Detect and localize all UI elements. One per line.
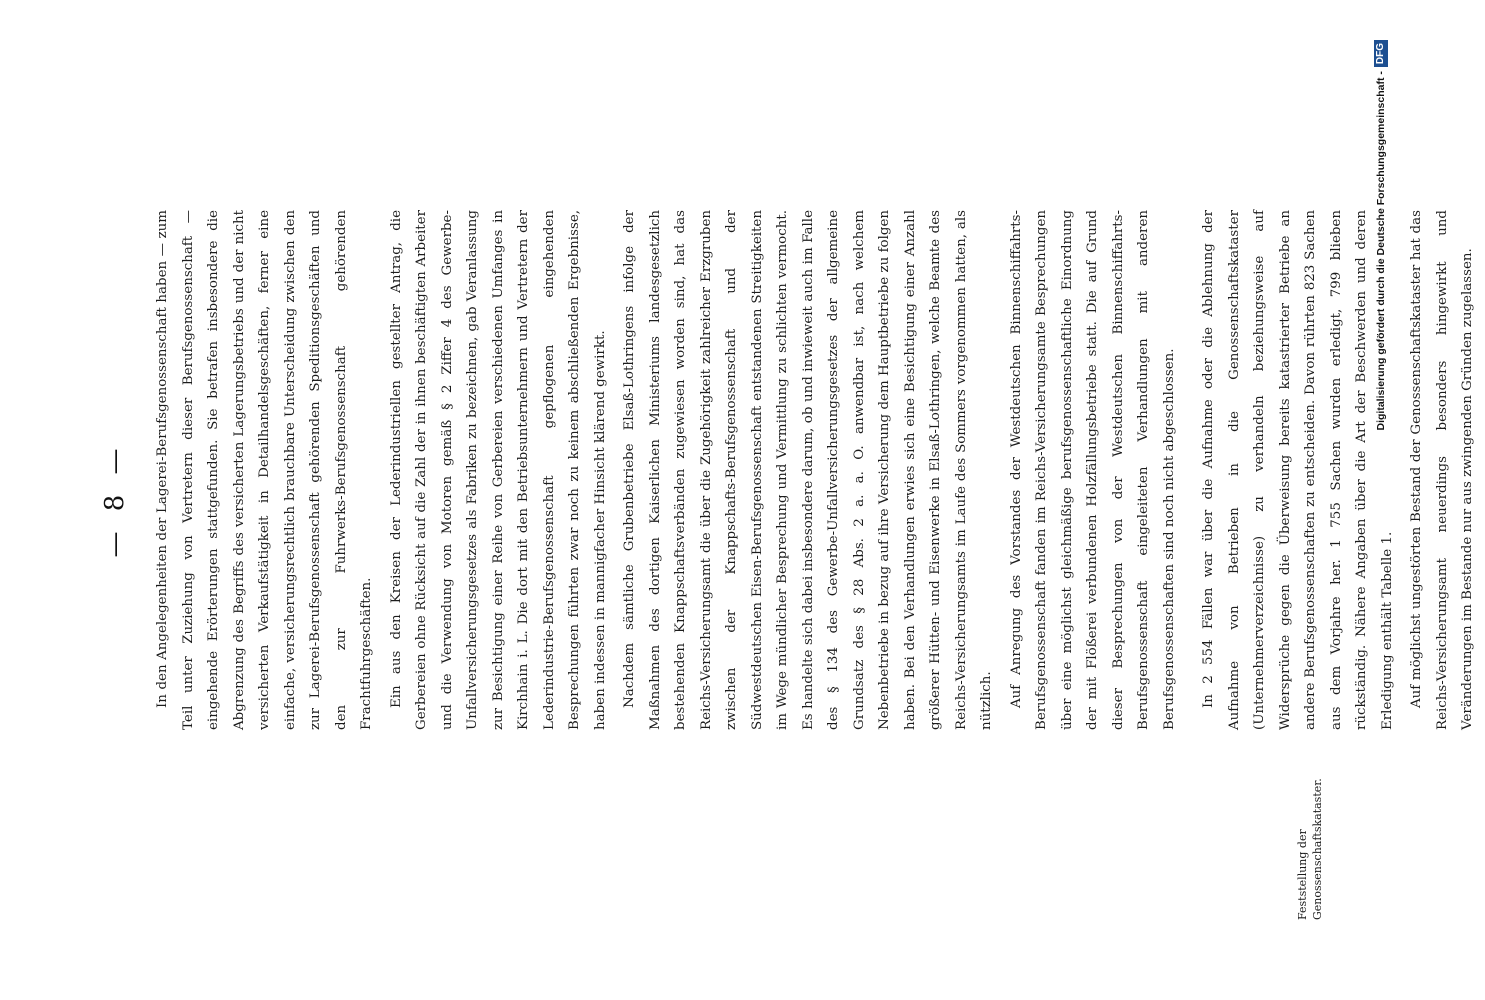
paragraph-gerbereien: Ein aus den Kreisen der Lederindustriellen gestellter Antrag, die Gerbereien ohne Rücksicht auf die Zahl der in ihnen beschäftigten Arbeiter und die Verwendung von Motoren gemäß § 2 Ziffer 4 des Gewerbe-Unfallversicherungsgesetzes als Fabriken zu bezeichnen, gab Veranlassung zur Besichtigung einer Reihe von Gerbereien verschiedenen Umfanges in Kirchhain i. L. Die dort mit den Betriebsunternehmern und Vertretern der Lederindustrie-Berufsgenossenschaft gepflogenen eingehenden Besprechungen führten zwar noch zu keinem abschließenden Ergebnisse, haben indessen in mannigfacher Hinsicht klärend gewirkt. (388, 210, 608, 730)
paragraph-bestand: Auf möglichst ungestörten Bestand der Genossenschaftskataster hat das Reichs-Versicherungsamt neuerdings besonders hingewirkt und Veränderungen im Bestande nur aus zwingenden Gründen zugelassen. (1409, 210, 1475, 730)
body-text (150, 210, 1485, 730)
margin-note: Feststellung der Genossenschaftskataster. (1296, 778, 1324, 920)
page-number: — 8 — (100, 442, 130, 558)
credit-text: Digitalisierung gefördert durch die Deutsche Forschungsgemeinschaft - (1374, 71, 1387, 431)
paragraph-kataster: In 2 554 Fällen war über die Aufnahme oder die Ablehnung der Aufnahme von Betrieben in die Genossenschaftskataster (Unternehmerverzeichnisse) zu verhandeln beziehungsweise auf Widersprüche gegen die Überweisung bereits katastrierter Betriebe an andere Berufsgenossenschaften zu entscheiden. Davon rührten 823 Sachen aus dem Vorjahre her. 1 755 Sachen wurden erledigt, 799 blieben rückständig. Nähere Angaben über die Art der Beschwerden und deren Erledigung enthält Tabelle 1. (1201, 210, 1395, 730)
dfg-logo: DFG (1374, 40, 1388, 67)
paragraph-binnenschiffahrt: Auf Anregung des Vorstandes der Westdeutschen Binnenschiffahrts-Berufsgenossenschaft fanden im Reichs-Versicherungsamte Besprechungen über eine möglichst gleichmäßige berufsgenossenschaftliche Einordnung der mit Flößerei verbundenen Holzfällungsbetriebe statt. Die auf Grund dieser Besprechungen von der Westdeutschen Binnenschiffahrts-Berufsgenossenschaft eingeleiteten Verhandlungen mit anderen Berufsgenossenschaften sind noch nicht abgeschlossen. (1008, 210, 1177, 730)
paragraph-grubenbetriebe: Nachdem sämtliche Grubenbetriebe Elsaß-Lothringens infolge der Maßnahmen des dortigen Kaiserlichen Ministeriums landesgesetzlich bestehenden Knappschaftsverbänden zugewiesen worden sind, hat das Reichs-Versicherungsamt die über die Zugehörigkeit zahlreicher Erzgruben zwischen der Knappschafts-Berufsgenossenschaft und der Südwestdeutschen Eisen-Berufsgenossenschaft entstandenen Streitigkeiten im Wege mündlicher Besprechung und Vermittlung zu schlichten vermocht. Es handelte sich dabei insbesondere darum, ob und inwieweit auch im Falle des § 134 des Gewerbe-Unfallversicherungsgesetzes der allgemeine Grundsatz des § 28 Abs. 2 a. a. O. anwendbar ist, nach welchem Nebenbetriebe in bezug auf ihre Versicherung dem Hauptbetriebe zu folgen haben. Bei den Verhandlungen erwies sich eine Besichtigung einer Anzahl größerer Hütten- und Eisenwerke in Elsaß-Lothringen, welche Beamte des Reichs-Versicherungsamts im Laufe des Sommers vorgenommen hatten, als nützlich. (622, 210, 994, 730)
digitization-credit (1374, 0, 1388, 1000)
paragraph-lagerei: In den Angelegenheiten der Lagerei-Berufsgenossenschaft haben — zum Teil unter Zuziehung von Vertretern dieser Berufsgenossenschaft — eingehende Erörterungen stattgefunden. Sie betrafen insbesondere die Abgrenzung des Begriffs des versicherten Lagerungsbetriebs und der nicht versicherten Verkaufstätigkeit in Detailhandelsgeschäften, ferner eine einfache, versicherungsrechtlich brauchbare Unterscheidung zwischen den zur Lagerei-Berufsgenossenschaft gehörenden Speditionsgeschäften und den zur Fuhrwerks-Berufsgenossenschaft gehörenden Frachtfuhrgeschäften. (155, 210, 374, 730)
